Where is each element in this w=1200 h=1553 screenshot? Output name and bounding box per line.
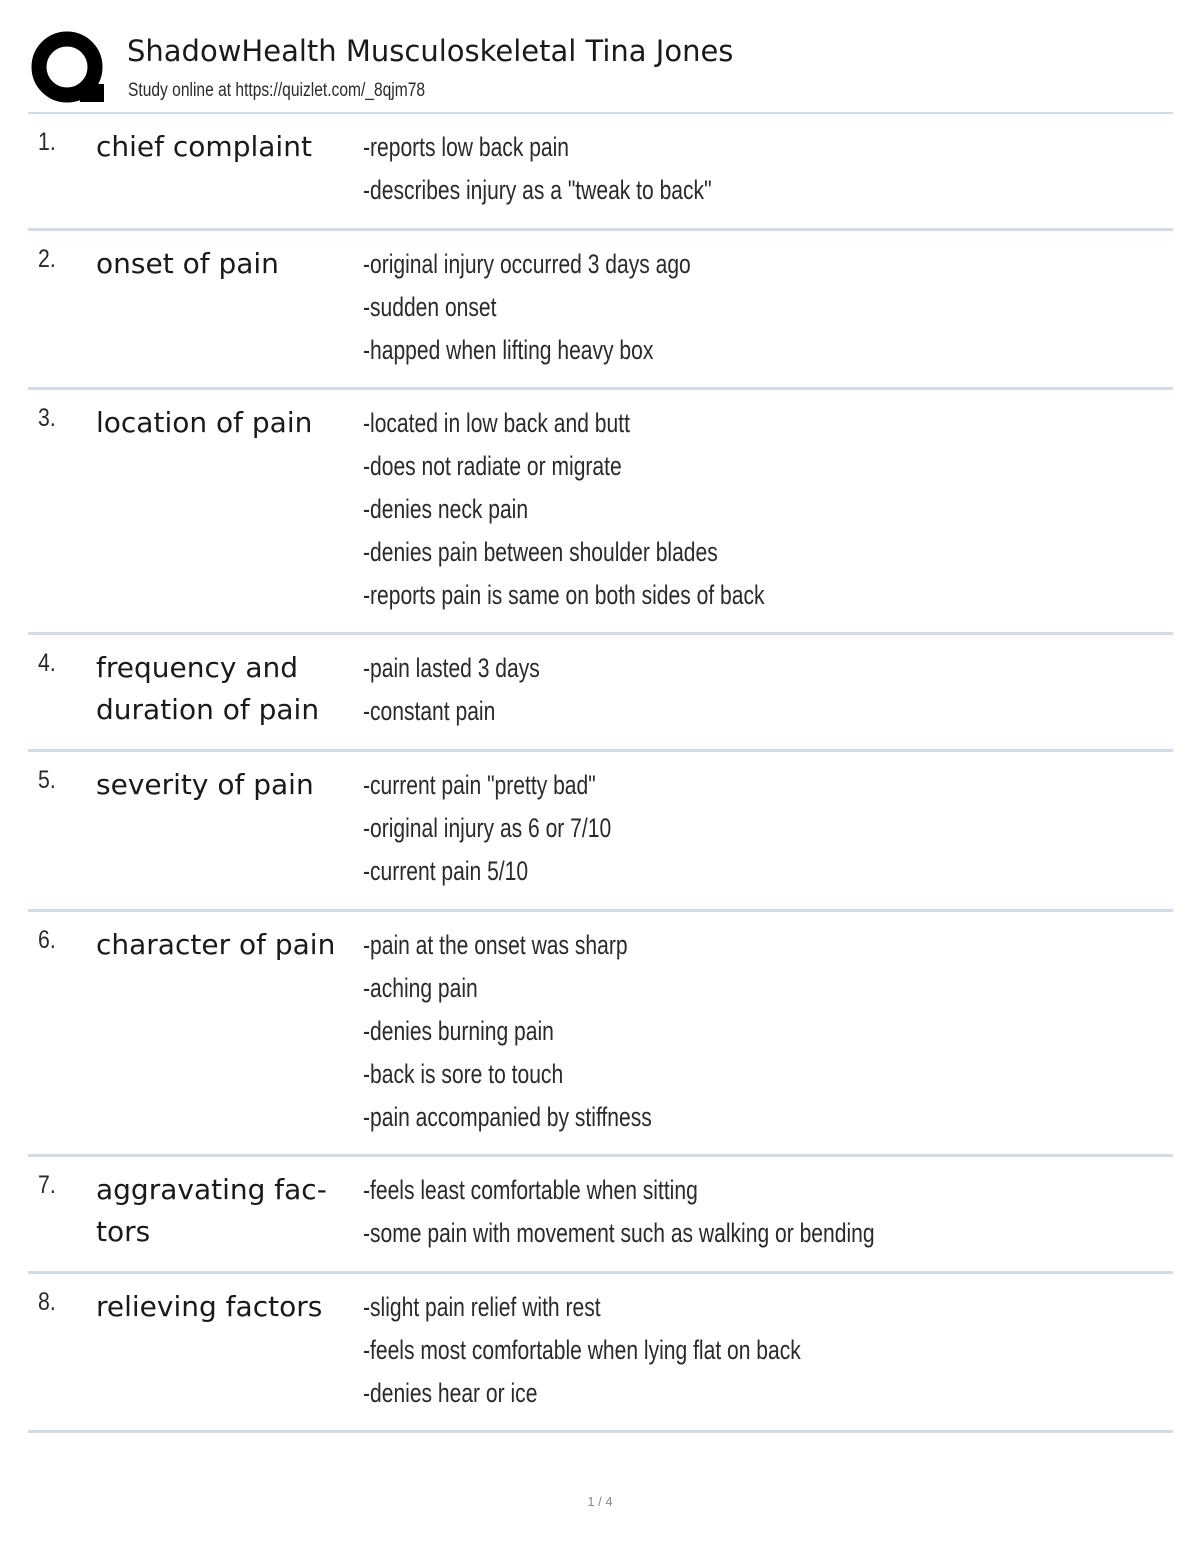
flashcard-row xyxy=(28,1274,1173,1433)
definition-line: -current pain 5/10 xyxy=(363,856,529,886)
flashcard-row xyxy=(28,752,1173,912)
definition-line: -pain at the onset was sharp xyxy=(363,930,628,960)
card-term: frequency and duration of pain xyxy=(96,651,320,726)
card-definition xyxy=(363,243,783,372)
card-definition xyxy=(363,764,681,893)
definition-line: -original injury occurred 3 days ago xyxy=(363,249,691,279)
page-title: ShadowHealth Musculoskeletal Tina Jones xyxy=(127,34,734,68)
page-number: 1 / 4 xyxy=(587,1494,613,1509)
page-subtitle: Study online at https://quizlet.com/_8qjm78 xyxy=(128,80,426,101)
card-number: 3. xyxy=(38,404,56,432)
definition-line: -denies hear or ice xyxy=(363,1378,538,1408)
definition-line: -located in low back and butt xyxy=(363,408,630,438)
card-divider xyxy=(28,1430,1173,1433)
definition-line: -current pain "pretty bad" xyxy=(363,770,596,800)
card-definition xyxy=(363,647,590,733)
card-term: severity of pain xyxy=(96,768,314,801)
flashcard-row xyxy=(28,635,1173,752)
definition-line: -back is sore to touch xyxy=(363,1059,564,1089)
flashcard-row xyxy=(28,1157,1173,1274)
card-number: 4. xyxy=(38,649,56,677)
document-header xyxy=(30,28,1173,112)
definition-line: -reports low back pain xyxy=(363,132,570,162)
card-number: 5. xyxy=(38,766,56,794)
card-definition xyxy=(363,402,878,617)
definition-line: -original injury as 6 or 7/10 xyxy=(363,813,612,843)
definition-line: -denies burning pain xyxy=(363,1016,554,1046)
card-term: character of pain xyxy=(96,928,336,961)
card-number: 2. xyxy=(38,245,56,273)
card-term: chief complaint xyxy=(96,130,312,163)
definition-line: -some pain with movement such as walking or bending xyxy=(363,1218,875,1248)
card-term: location of pain xyxy=(96,406,313,439)
definition-line: -happed when lifting heavy box xyxy=(363,335,654,365)
definition-line: -feels least comfortable when sitting xyxy=(363,1175,698,1205)
definition-line: -reports pain is same on both sides of back xyxy=(363,580,765,610)
definition-line: -denies neck pain xyxy=(363,494,529,524)
quizlet-q-logo-icon xyxy=(30,30,108,108)
definition-line: -aching pain xyxy=(363,973,478,1003)
card-term: onset of pain xyxy=(96,247,279,280)
definition-line: -pain lasted 3 days xyxy=(363,653,540,683)
definition-line: -denies pain between shoulder blades xyxy=(363,537,718,567)
definition-line: -does not radiate or migrate xyxy=(363,451,622,481)
flashcard-row xyxy=(28,390,1173,635)
definition-line: -constant pain xyxy=(363,696,496,726)
definition-line: -pain accompanied by stiffness xyxy=(363,1102,652,1132)
definition-line: -feels most comfortable when lying flat on back xyxy=(363,1335,801,1365)
card-definition xyxy=(363,1286,924,1415)
definition-line: -sudden onset xyxy=(363,292,497,322)
card-definition xyxy=(363,924,733,1139)
card-number: 6. xyxy=(38,926,56,954)
card-number: 8. xyxy=(38,1288,56,1316)
flashcard-row xyxy=(28,114,1173,231)
flashcard-row xyxy=(28,912,1173,1157)
card-definition xyxy=(363,126,810,212)
card-term: relieving factors xyxy=(96,1290,323,1323)
card-definition xyxy=(363,1169,1019,1255)
definition-line: -slight pain relief with rest xyxy=(363,1292,601,1322)
definition-line: -describes injury as a "tweak to back" xyxy=(363,175,712,205)
flashcard-row xyxy=(28,231,1173,390)
card-term: aggravating fac- tors xyxy=(96,1173,327,1248)
card-number: 7. xyxy=(38,1171,56,1199)
card-number: 1. xyxy=(38,128,56,156)
